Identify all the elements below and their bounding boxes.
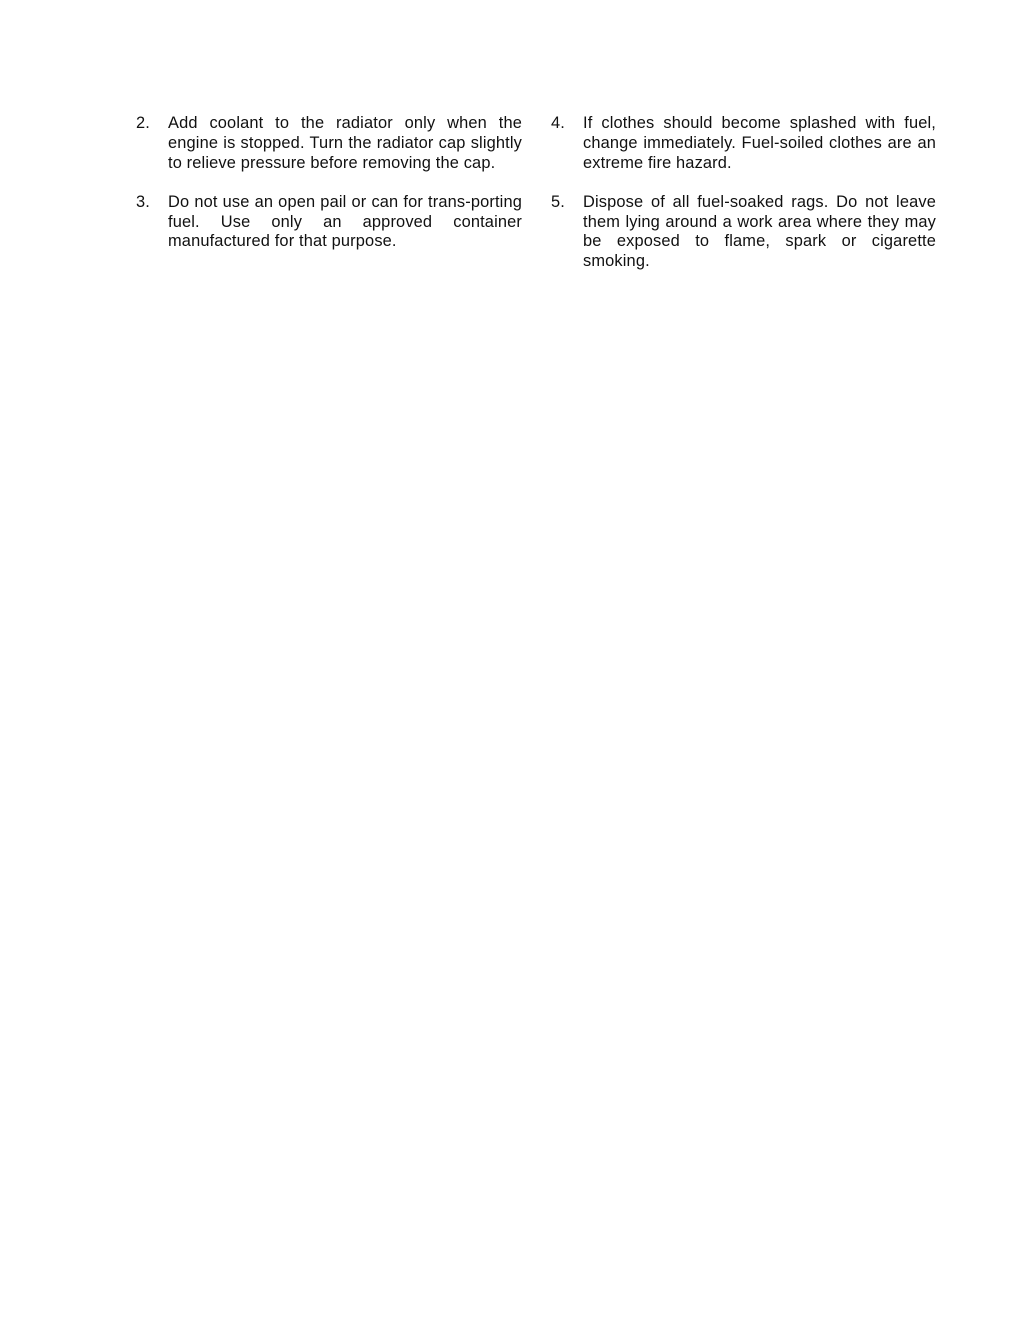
list-item bbox=[136, 114, 522, 173]
item-text: Do not use an open pail or can for trans-porting fuel. Use only an approved container manufactured for that purpose. bbox=[168, 192, 522, 251]
item-text: Add coolant to the radiator only when the engine is stopped. Turn the radiator cap slightly to relieve pressure before removing the cap. bbox=[168, 114, 522, 172]
list-item bbox=[551, 193, 936, 272]
item-number: 4. bbox=[551, 114, 565, 132]
left-column bbox=[136, 114, 522, 252]
item-text: Dispose of all fuel-soaked rags. Do not leave them lying around a work area where they may be exposed to flame, spark or cigarette smoking. bbox=[583, 192, 936, 271]
item-text: If clothes should become splashed with fuel, change immediately. Fuel-soiled clothes are an extreme fire hazard. bbox=[583, 114, 936, 172]
item-number: 2. bbox=[136, 114, 150, 132]
item-number: 3. bbox=[136, 192, 150, 211]
list-item bbox=[136, 193, 522, 252]
item-number: 5. bbox=[551, 192, 565, 211]
list-item bbox=[551, 114, 936, 173]
right-column bbox=[551, 114, 936, 272]
